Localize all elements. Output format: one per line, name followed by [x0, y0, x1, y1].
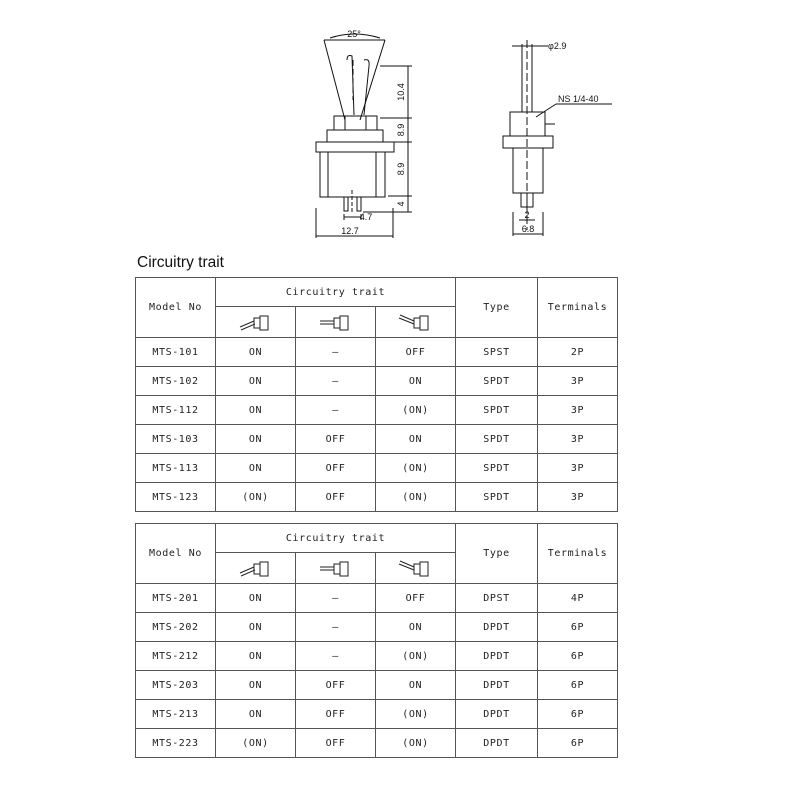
table-row — [136, 642, 618, 671]
cell-model: MTS-102 — [136, 367, 216, 396]
cell-type: SPDT — [456, 367, 538, 396]
cell-terminals: 2P — [538, 338, 618, 367]
cell-terminals: 6P — [538, 729, 618, 758]
cell-model: MTS-103 — [136, 425, 216, 454]
cell-model: MTS-203 — [136, 671, 216, 700]
cell-pos1: ON — [216, 671, 296, 700]
table-row — [136, 396, 618, 425]
cell-type: SPDT — [456, 425, 538, 454]
cell-pos2: OFF — [296, 700, 376, 729]
cell-terminals: 3P — [538, 483, 618, 512]
toggle-left-icon — [216, 307, 296, 338]
cell-pos1: ON — [216, 584, 296, 613]
table-row — [136, 671, 618, 700]
cell-pos2: — — [296, 367, 376, 396]
table-row — [136, 338, 618, 367]
toggle-right-icon — [376, 307, 456, 338]
cell-model: MTS-113 — [136, 454, 216, 483]
cell-pos1: (ON) — [216, 729, 296, 758]
dimension-drawing — [0, 0, 800, 250]
toggle-center-icon — [296, 307, 376, 338]
cell-pos2: OFF — [296, 425, 376, 454]
table-row — [136, 613, 618, 642]
cell-pos1: ON — [216, 454, 296, 483]
cell-pos3: ON — [376, 613, 456, 642]
cell-pos1: ON — [216, 700, 296, 729]
angle-label: 25° — [347, 29, 361, 39]
toggle-left-icon — [216, 553, 296, 584]
section-title: Circuitry trait — [137, 254, 224, 271]
cell-type: SPDT — [456, 454, 538, 483]
header-model: Model No — [136, 524, 216, 584]
dim-width: 12.7 — [341, 226, 359, 236]
cell-terminals: 6P — [538, 671, 618, 700]
cell-pos2: OFF — [296, 671, 376, 700]
cell-pos2: — — [296, 642, 376, 671]
cell-pos3: (ON) — [376, 483, 456, 512]
cell-pos3: ON — [376, 367, 456, 396]
cell-type: DPDT — [456, 642, 538, 671]
cell-model: MTS-112 — [136, 396, 216, 425]
cell-terminals: 3P — [538, 425, 618, 454]
cell-pos1: (ON) — [216, 483, 296, 512]
header-model: Model No — [136, 278, 216, 338]
cell-pos2: — — [296, 338, 376, 367]
side-view — [503, 40, 612, 236]
dim-lever: 10.4 — [396, 83, 406, 101]
table-row — [136, 729, 618, 758]
dim-lever-diameter: φ2.9 — [548, 41, 567, 51]
header-terminals: Terminals — [538, 278, 618, 338]
table-row — [136, 700, 618, 729]
cell-pos3: (ON) — [376, 729, 456, 758]
cell-pos3: ON — [376, 425, 456, 454]
cell-type: DPDT — [456, 700, 538, 729]
cell-type: SPDT — [456, 396, 538, 425]
thread-label: NS 1/4-40 — [558, 94, 599, 104]
cell-terminals: 3P — [538, 367, 618, 396]
cell-model: MTS-101 — [136, 338, 216, 367]
cell-pos2: OFF — [296, 729, 376, 758]
dim-terminal: 4 — [396, 201, 406, 207]
cell-pos2: OFF — [296, 454, 376, 483]
front-dimension-labels — [341, 29, 406, 236]
cell-pos3: (ON) — [376, 396, 456, 425]
cell-model: MTS-212 — [136, 642, 216, 671]
table-row — [136, 367, 618, 396]
cell-type: DPDT — [456, 729, 538, 758]
dim-side-width: 6.8 — [521, 224, 535, 234]
header-circuitry: Circuitry trait — [216, 278, 456, 307]
cell-pos1: ON — [216, 338, 296, 367]
dim-body: 8.9 — [396, 162, 406, 176]
cell-pos2: — — [296, 396, 376, 425]
table-row — [136, 483, 618, 512]
cell-model: MTS-223 — [136, 729, 216, 758]
cell-terminals: 6P — [538, 642, 618, 671]
dim-pin-spacing: 4.7 — [359, 212, 373, 222]
dim-bushing: 8.9 — [396, 123, 406, 137]
cell-terminals: 6P — [538, 700, 618, 729]
cell-pos1: ON — [216, 396, 296, 425]
header-type: Type — [456, 524, 538, 584]
circuitry-table-1 — [135, 277, 618, 512]
cell-type: DPDT — [456, 613, 538, 642]
cell-pos2: — — [296, 584, 376, 613]
cell-terminals: 3P — [538, 396, 618, 425]
header-type: Type — [456, 278, 538, 338]
circuitry-table-2 — [135, 523, 618, 758]
cell-pos1: ON — [216, 642, 296, 671]
cell-terminals: 3P — [538, 454, 618, 483]
cell-model: MTS-201 — [136, 584, 216, 613]
table-row — [136, 454, 618, 483]
cell-pos1: ON — [216, 613, 296, 642]
cell-pos1: ON — [216, 367, 296, 396]
cell-pos3: (ON) — [376, 454, 456, 483]
cell-model: MTS-123 — [136, 483, 216, 512]
cell-type: SPDT — [456, 483, 538, 512]
cell-type: DPST — [456, 584, 538, 613]
toggle-center-icon — [296, 553, 376, 584]
cell-terminals: 6P — [538, 613, 618, 642]
cell-pos1: ON — [216, 425, 296, 454]
cell-pos3: ON — [376, 671, 456, 700]
cell-pos2: — — [296, 613, 376, 642]
dim-pin: 2 — [524, 210, 530, 220]
cell-type: SPST — [456, 338, 538, 367]
toggle-right-icon — [376, 553, 456, 584]
cell-model: MTS-202 — [136, 613, 216, 642]
cell-pos3: (ON) — [376, 700, 456, 729]
cell-model: MTS-213 — [136, 700, 216, 729]
cell-pos3: OFF — [376, 584, 456, 613]
table-row — [136, 425, 618, 454]
cell-pos3: OFF — [376, 338, 456, 367]
cell-pos3: (ON) — [376, 642, 456, 671]
cell-type: DPDT — [456, 671, 538, 700]
header-circuitry: Circuitry trait — [216, 524, 456, 553]
cell-terminals: 4P — [538, 584, 618, 613]
table-row — [136, 584, 618, 613]
header-terminals: Terminals — [538, 524, 618, 584]
cell-pos2: OFF — [296, 483, 376, 512]
